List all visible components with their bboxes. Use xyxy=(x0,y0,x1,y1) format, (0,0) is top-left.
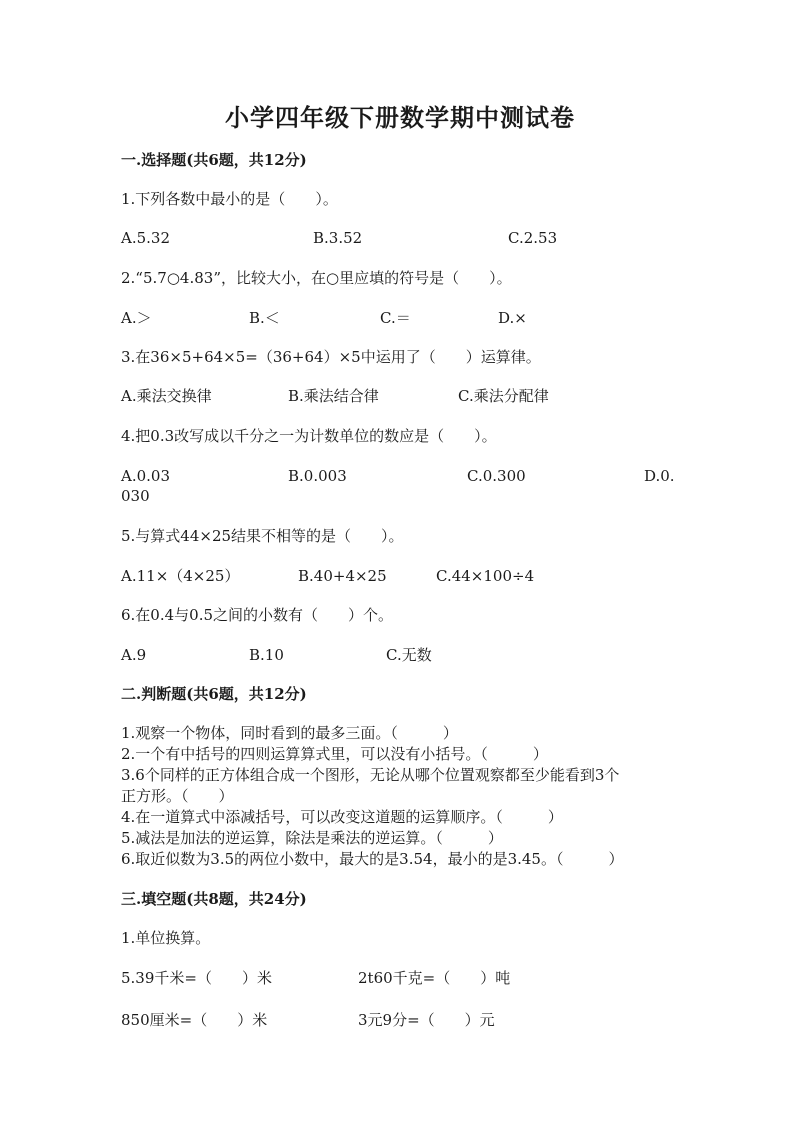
option: C.2.53 xyxy=(508,229,558,247)
section-heading: 三.填空题(共8题，共24分) xyxy=(121,890,307,908)
judgment-item: 正方形。（ ） xyxy=(121,787,234,805)
fill-item: 2t60千克=（ ）吨 xyxy=(358,969,511,987)
option: B.乘法结合律 xyxy=(288,387,379,405)
option: D.× xyxy=(498,309,527,327)
fill-item: 3元9分=（ ）元 xyxy=(358,1011,495,1029)
option: A.＞ xyxy=(121,309,152,327)
judgment-item: 1.观察一个物体，同时看到的最多三面。（ ） xyxy=(121,724,458,742)
question-stem: 6.在0.4与0.5之间的小数有（ ）个。 xyxy=(121,606,394,624)
question-stem: 1.下列各数中最小的是（ ）。 xyxy=(121,190,338,208)
judgment-item: 6.取近似数为3.5的两位小数中，最大的是3.54，最小的是3.45。（ ） xyxy=(121,850,624,868)
question-stem: 3.在36×5+64×5=（36+64）×5中运用了（ ）运算律。 xyxy=(121,348,541,366)
judgment-item: 4.在一道算式中添减括号，可以改变这道题的运算顺序。（ ） xyxy=(121,808,563,826)
judgment-item: 2.一个有中括号的四则运算算式里，可以没有小括号。（ ） xyxy=(121,745,548,763)
option: A.11×（4×25） xyxy=(121,567,240,585)
option: D.0. xyxy=(644,467,675,485)
page-title: 小学四年级下册数学期中测试卷 xyxy=(225,103,575,132)
option: A.9 xyxy=(121,646,147,664)
option: B.＜ xyxy=(249,309,280,327)
section-heading: 二.判断题(共6题，共12分) xyxy=(121,685,307,703)
question-stem: 4.把0.3改写成以千分之一为计数单位的数应是（ ）。 xyxy=(121,427,497,445)
option: C.无数 xyxy=(386,646,432,664)
judgment-item: 5.减法是加法的逆运算，除法是乘法的逆运算。（ ） xyxy=(121,829,503,847)
option: B.0.003 xyxy=(288,467,347,485)
option: C.0.300 xyxy=(467,467,526,485)
option-wrap: 030 xyxy=(121,487,150,505)
option: B.10 xyxy=(249,646,284,664)
option: C.乘法分配律 xyxy=(458,387,549,405)
option: C.＝ xyxy=(380,309,411,327)
option: C.44×100÷4 xyxy=(436,567,535,585)
judgment-item: 3.6个同样的正方体组合成一个图形，无论从哪个位置观察都至少能看到3个 xyxy=(121,766,620,784)
fill-item: 850厘米=（ ）米 xyxy=(121,1011,268,1029)
question-stem: 5.与算式44×25结果不相等的是（ ）。 xyxy=(121,527,404,545)
section-heading: 一.选择题(共6题，共12分) xyxy=(121,151,307,169)
fill-item: 5.39千米=（ ）米 xyxy=(121,969,272,987)
question-stem: 1.单位换算。 xyxy=(121,929,211,947)
question-stem: 2.“5.7○4.83”，比较大小，在○里应填的符号是（ ）。 xyxy=(121,269,512,287)
option: A.5.32 xyxy=(121,229,170,247)
option: B.40+4×25 xyxy=(298,567,387,585)
option: A.0.03 xyxy=(121,467,170,485)
option: A.乘法交换律 xyxy=(121,387,212,405)
option: B.3.52 xyxy=(313,229,363,247)
